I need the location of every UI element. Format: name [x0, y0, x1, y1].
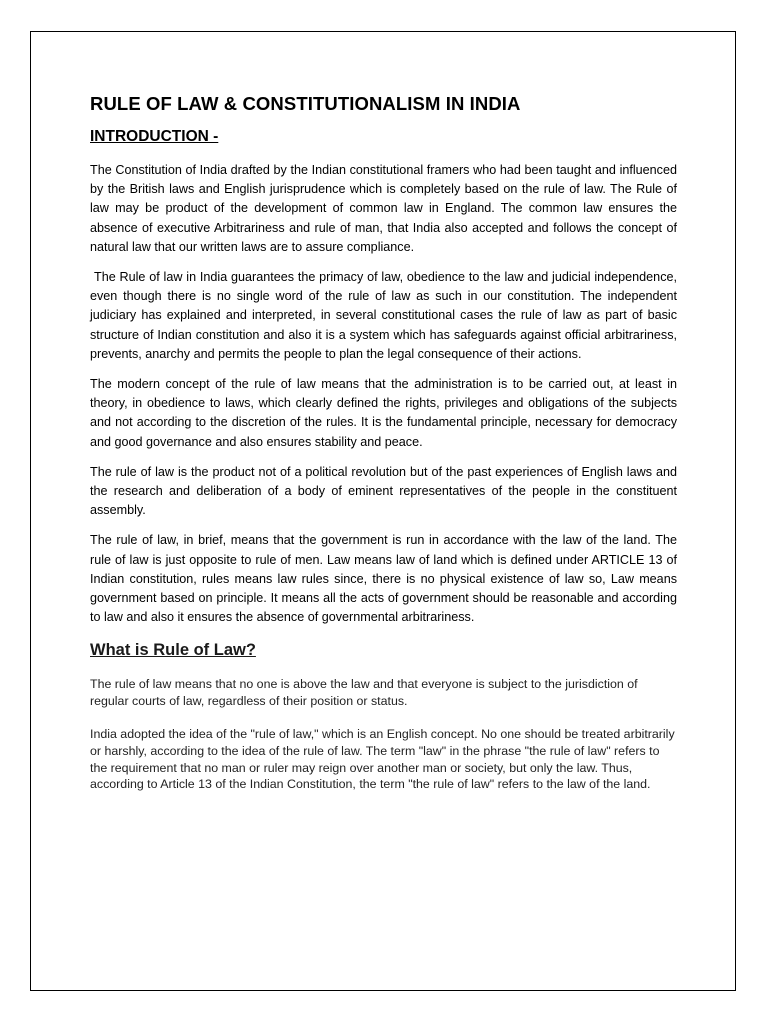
what-is-rule-of-law-heading: What is Rule of Law?: [90, 641, 256, 660]
intro-paragraph-1: The Constitution of India drafted by the Indian constitutional framers who had been taught and influenced by the British laws and English jurisprudence which is completely based on the rule of law. The Rule of law may be product of the development of common law in England. The common law ensures the absence of executive Arbitrariness and rule of man, that India also accepted and follows the concept of natural law that our written laws are to assure compliance.: [90, 163, 677, 254]
intro-paragraph-5: The rule of law, in brief, means that the government is run in accordance with the law of the land. The rule of law is just opposite to rule of men. Law means law of land which is defined under ARTICLE 13 of Indian constitution, rules means law rules since, there is no physical existence of law so, Law means government based on principle. It means all the acts of government should be reasonable and according to law and also it ensures the absence of governmental arbitrariness.: [90, 533, 677, 625]
introduction-heading: INTRODUCTION -: [90, 128, 219, 145]
intro-paragraph-2: The Rule of law in India guarantees the primacy of law, obedience to the law and judicial independence, even though there is no single word of the rule of law as such in our constitution. The independent judiciary has explained and interpreted, in several constitutional cases the rule of law as part of basic structure of Indian constitution and also it is a system which has safeguards against official arbitrariness, prevents, anarchy and permits the people to plan the legal consequence of their actions.: [90, 270, 677, 361]
document-title: RULE OF LAW & CONSTITUTIONALISM IN INDIA: [90, 93, 521, 114]
intro-paragraph-3: The modern concept of the rule of law means that the administration is to be carried out, at least in theory, in obedience to laws, which clearly defined the rights, privileges and obligations of the subjects and not according to the discretion of the rules. It is the fundamental principle, necessary for democracy and good governance and also ensures stability and peace.: [90, 377, 677, 449]
section-paragraph-1: The rule of law means that no one is above the law and that everyone is subject to the jurisdiction of regular courts of law, regardless of their position or status.: [90, 677, 638, 709]
document-body: [90, 92, 677, 793]
intro-paragraph-4: The rule of law is the product not of a political revolution but of the past experiences of English laws and the research and deliberation of a body of eminent representatives of the people in the constituent assembly.: [90, 464, 677, 518]
section-paragraph-2: India adopted the idea of the "rule of law," which is an English concept. No one should be treated arbitrarily or harshly, according to the idea of the rule of law. The term "law" in the phrase "the rule of law" refers to the requirement that no man or ruler may reign over another man or society, but only the law. Thus, according to Article 13 of the Indian Constitution, the term "the rule of law" refers to the law of the land.: [90, 727, 675, 792]
